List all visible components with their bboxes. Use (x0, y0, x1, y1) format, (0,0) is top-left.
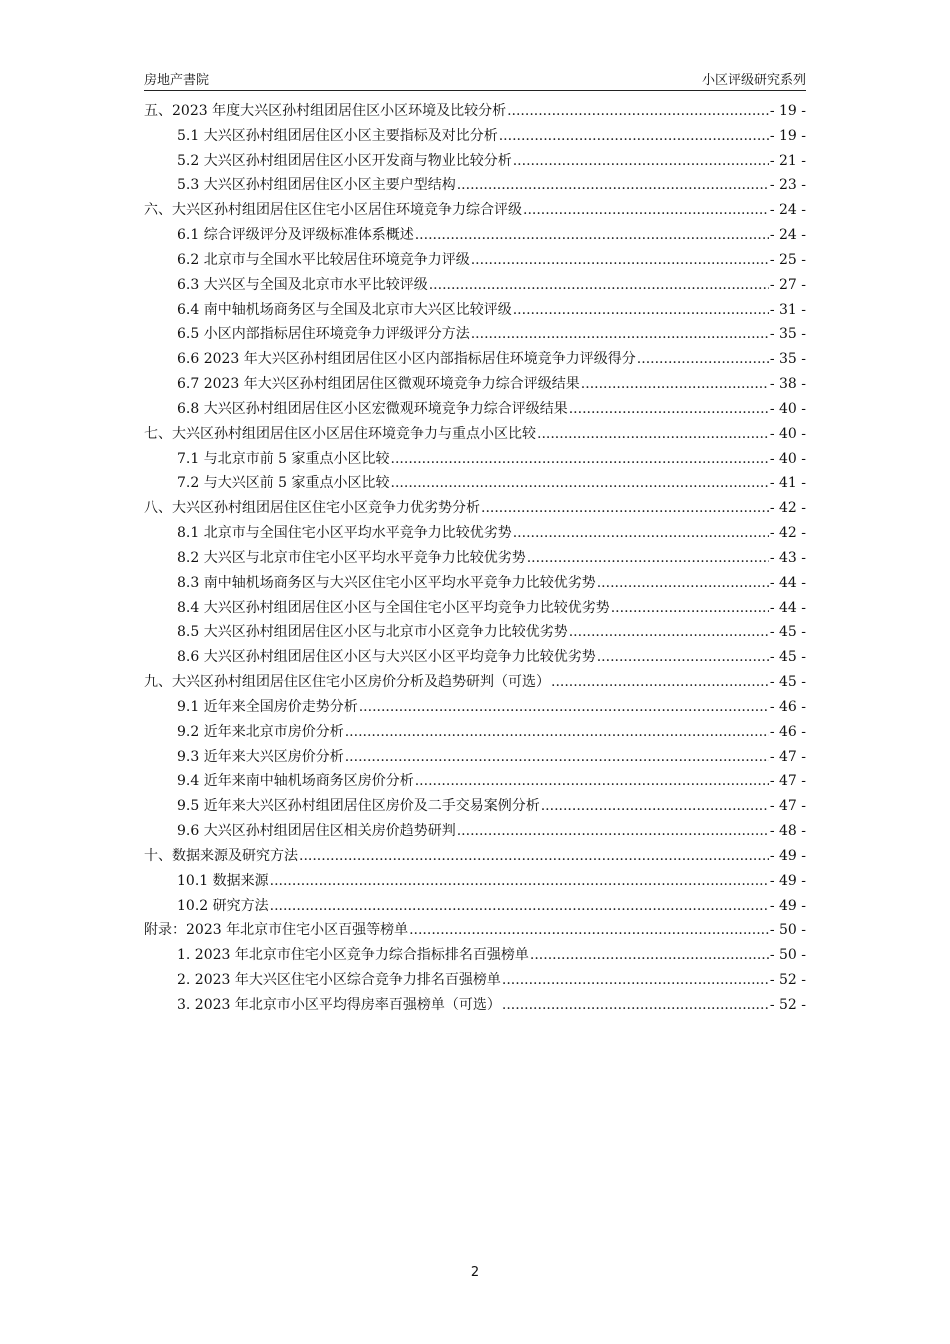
toc-dot-leader (481, 496, 769, 521)
toc-entry-title: 8.5 大兴区孙村组团居住区小区与北京市小区竞争力比较优劣势 (177, 624, 568, 641)
toc-page-number: - 42 - (769, 525, 806, 542)
toc-entry-title: 8.2 大兴区与北京市住宅小区平均水平竞争力比较优劣势 (177, 549, 526, 566)
header-series-title: 小区评级研究系列 (701, 73, 806, 88)
toc-chapter-entry[interactable] (144, 844, 806, 869)
toc-page-number: - 45 - (769, 624, 806, 641)
toc-entry-title: 6.4 南中轴机场商务区与全国及北京市大兴区比较评级 (177, 301, 512, 318)
toc-entry-title: 5.2 大兴区孙村组团居住区小区开发商与物业比较分析 (177, 152, 512, 169)
toc-page-number: - 24 - (769, 202, 806, 219)
toc-section-entry[interactable] (144, 869, 806, 894)
toc-dot-leader (345, 745, 769, 770)
toc-section-entry[interactable] (144, 347, 806, 372)
toc-section-entry[interactable] (144, 620, 806, 645)
toc-entry-title: 9.3 近年来大兴区房价分析 (177, 748, 344, 765)
toc-dot-leader (391, 471, 769, 496)
toc-page-number: - 25 - (769, 251, 806, 268)
toc-chapter-entry[interactable] (144, 918, 806, 943)
toc-entry-title: 3. 2023 年北京市小区平均得房率百强榜单（可选） (177, 996, 501, 1013)
toc-section-entry[interactable] (144, 596, 806, 621)
toc-entry-title: 6.1 综合评级评分及评级标准体系概述 (177, 227, 414, 244)
toc-entry-title: 10.1 数据来源 (177, 872, 269, 889)
toc-section-entry[interactable] (144, 769, 806, 794)
toc-dot-leader (523, 198, 769, 223)
toc-entry-title: 9.6 大兴区孙村组团居住区相关房价趋势研判 (177, 823, 456, 840)
toc-dot-leader (391, 447, 769, 472)
toc-chapter-entry[interactable] (144, 99, 806, 124)
toc-section-entry[interactable] (144, 397, 806, 422)
toc-section-entry[interactable] (144, 298, 806, 323)
toc-section-entry[interactable] (144, 124, 806, 149)
toc-page-number: - 46 - (769, 698, 806, 715)
toc-dot-leader (513, 298, 769, 323)
toc-dot-leader (537, 422, 769, 447)
toc-section-entry[interactable] (144, 546, 806, 571)
toc-dot-leader (415, 769, 769, 794)
toc-page-number: - 50 - (769, 922, 806, 939)
toc-entry-title: 七、大兴区孙村组团居住区小区居住环境竞争力与重点小区比较 (144, 425, 536, 442)
toc-page-number: - 44 - (769, 599, 806, 616)
toc-entry-title: 8.4 大兴区孙村组团居住区小区与全国住宅小区平均竞争力比较优劣势 (177, 599, 610, 616)
toc-page-number: - 48 - (769, 823, 806, 840)
toc-page-number: - 27 - (769, 276, 806, 293)
toc-dot-leader (270, 894, 769, 919)
toc-page-number: - 52 - (769, 996, 806, 1013)
toc-section-entry[interactable] (144, 173, 806, 198)
toc-entry-title: 五、2023 年度大兴区孙村组团居住区小区环境及比较分析 (144, 103, 507, 119)
toc-dot-leader (513, 521, 769, 546)
toc-dot-leader (345, 720, 769, 745)
toc-chapter-entry[interactable] (144, 496, 806, 521)
toc-entry-title: 1. 2023 年北京市住宅小区竞争力综合指标排名百强榜单 (177, 947, 529, 964)
toc-page-number: - 47 - (769, 798, 806, 815)
toc-dot-leader (429, 273, 769, 298)
toc-page-number: - 46 - (769, 723, 806, 740)
toc-entry-title: 十、数据来源及研究方法 (144, 847, 298, 864)
toc-page-number: - 45 - (769, 649, 806, 666)
toc-dot-leader (409, 918, 769, 943)
toc-entry-title: 9.4 近年来南中轴机场商务区房价分析 (177, 773, 414, 790)
toc-page-number: - 40 - (769, 425, 806, 442)
toc-entry-title: 8.3 南中轴机场商务区与大兴区住宅小区平均水平竞争力比较优劣势 (177, 574, 596, 591)
toc-page-number: - 21 - (769, 152, 806, 169)
toc-dot-leader (502, 968, 769, 993)
page-number: 2 (470, 1265, 480, 1280)
toc-page-number: - 49 - (769, 897, 806, 914)
toc-dot-leader (611, 596, 769, 621)
toc-page-number: - 19 - (769, 127, 806, 144)
toc-entry-title: 9.5 近年来大兴区孙村组团居住区房价及二手交易案例分析 (177, 798, 540, 815)
toc-page-number: - 40 - (769, 400, 806, 417)
toc-dot-leader (499, 124, 769, 149)
toc-page-number: - 49 - (769, 872, 806, 889)
toc-dot-leader (530, 943, 769, 968)
toc-entry-title: 8.1 北京市与全国住宅小区平均水平竞争力比较优劣势 (177, 525, 512, 542)
toc-entry-title: 6.8 大兴区孙村组团居住区小区宏微观环境竞争力综合评级结果 (177, 400, 568, 417)
toc-section-entry[interactable] (144, 447, 806, 472)
toc-section-entry[interactable] (144, 794, 806, 819)
toc-page-number: - 35 - (769, 351, 806, 368)
toc-page-number: - 47 - (769, 773, 806, 790)
toc-section-entry[interactable] (144, 645, 806, 670)
toc-dot-leader (541, 794, 769, 819)
toc-dot-leader (551, 670, 769, 695)
toc-page-number: - 50 - (769, 947, 806, 964)
toc-page-number: - 35 - (769, 326, 806, 343)
toc-page-number: - 40 - (769, 450, 806, 467)
toc-section-entry[interactable] (144, 894, 806, 919)
toc-entry-title: 6.2 北京市与全国水平比较居住环境竞争力评级 (177, 251, 470, 268)
toc-entry-title: 6.6 2023 年大兴区孙村组团居住区小区内部指标居住环境竞争力评级得分 (177, 351, 636, 368)
toc-dot-leader (637, 347, 769, 372)
toc-dot-leader (597, 571, 769, 596)
toc-section-entry[interactable] (144, 968, 806, 993)
toc-entry-title: 7.1 与北京市前 5 家重点小区比较 (177, 450, 390, 467)
toc-entry-title: 6.7 2023 年大兴区孙村组团居住区微观环境竞争力综合评级结果 (177, 376, 580, 393)
toc-section-entry[interactable] (144, 372, 806, 397)
toc-entry-title: 5.1 大兴区孙村组团居住区小区主要指标及对比分析 (177, 127, 498, 144)
toc-chapter-entry[interactable] (144, 422, 806, 447)
toc-page-number: - 41 - (769, 475, 806, 492)
page-header (144, 68, 806, 91)
toc-dot-leader (457, 173, 769, 198)
toc-page-number: - 43 - (769, 549, 806, 566)
toc-entry-title: 8.6 大兴区孙村组团居住区小区与大兴区小区平均竞争力比较优劣势 (177, 649, 596, 666)
toc-section-entry[interactable] (144, 943, 806, 968)
toc-entry-title: 6.3 大兴区与全国及北京市水平比较评级 (177, 276, 428, 293)
toc-dot-leader (471, 248, 769, 273)
toc-dot-leader (513, 149, 769, 174)
toc-entry-title: 9.1 近年来全国房价走势分析 (177, 698, 358, 715)
toc-page-number: - 24 - (769, 227, 806, 244)
toc-section-entry[interactable] (144, 273, 806, 298)
toc-entry-title: 6.5 小区内部指标居住环境竞争力评级评分方法 (177, 326, 470, 343)
toc-section-entry[interactable] (144, 571, 806, 596)
toc-dot-leader (299, 844, 769, 869)
toc-page-number: - 38 - (769, 376, 806, 393)
toc-section-entry[interactable] (144, 471, 806, 496)
toc-dot-leader (569, 620, 769, 645)
toc-dot-leader (270, 869, 769, 894)
toc-page-number: - 42 - (769, 500, 806, 517)
toc-page-number: - 19 - (769, 103, 806, 119)
toc-dot-leader (597, 645, 769, 670)
toc-entry-title: 7.2 与大兴区前 5 家重点小区比较 (177, 475, 390, 492)
toc-page-number: - 23 - (769, 177, 806, 194)
toc-page-number: - 45 - (769, 674, 806, 691)
toc-dot-leader (471, 322, 769, 347)
toc-section-entry[interactable] (144, 695, 806, 720)
toc-section-entry[interactable] (144, 819, 806, 844)
toc-chapter-entry[interactable] (144, 670, 806, 695)
toc-chapter-entry[interactable] (144, 198, 806, 223)
toc-entry-title: 六、大兴区孙村组团居住区住宅小区居住环境竞争力综合评级 (144, 202, 522, 219)
toc-section-entry[interactable] (144, 322, 806, 347)
toc-dot-leader (457, 819, 769, 844)
toc-dot-leader (507, 99, 769, 124)
toc-dot-leader (415, 223, 769, 248)
table-of-contents (144, 99, 806, 1018)
toc-entry-title: 5.3 大兴区孙村组团居住区小区主要户型结构 (177, 177, 456, 194)
toc-section-entry[interactable] (144, 993, 806, 1018)
toc-section-entry[interactable] (144, 248, 806, 273)
toc-page-number: - 31 - (769, 301, 806, 318)
toc-entry-title: 9.2 近年来北京市房价分析 (177, 723, 344, 740)
toc-section-entry[interactable] (144, 720, 806, 745)
toc-entry-title: 八、大兴区孙村组团居住区住宅小区竞争力优劣势分析 (144, 500, 480, 517)
toc-entry-title: 10.2 研究方法 (177, 897, 269, 914)
toc-dot-leader (581, 372, 769, 397)
toc-section-entry[interactable] (144, 223, 806, 248)
toc-dot-leader (527, 546, 769, 571)
toc-page-number: - 52 - (769, 971, 806, 988)
header-publisher: 房地产書院 (144, 73, 210, 88)
toc-entry-title: 附录：2023 年北京市住宅小区百强等榜单 (144, 922, 409, 939)
toc-entry-title: 九、大兴区孙村组团居住区住宅小区房价分析及趋势研判（可选） (144, 674, 550, 691)
toc-section-entry[interactable] (144, 745, 806, 770)
toc-page-number: - 49 - (769, 847, 806, 864)
toc-section-entry[interactable] (144, 149, 806, 174)
toc-dot-leader (359, 695, 769, 720)
toc-dot-leader (569, 397, 769, 422)
toc-section-entry[interactable] (144, 521, 806, 546)
toc-entry-title: 2. 2023 年大兴区住宅小区综合竞争力排名百强榜单 (177, 971, 501, 988)
toc-page-number: - 44 - (769, 574, 806, 591)
toc-dot-leader (502, 993, 769, 1018)
toc-page-number: - 47 - (769, 748, 806, 765)
